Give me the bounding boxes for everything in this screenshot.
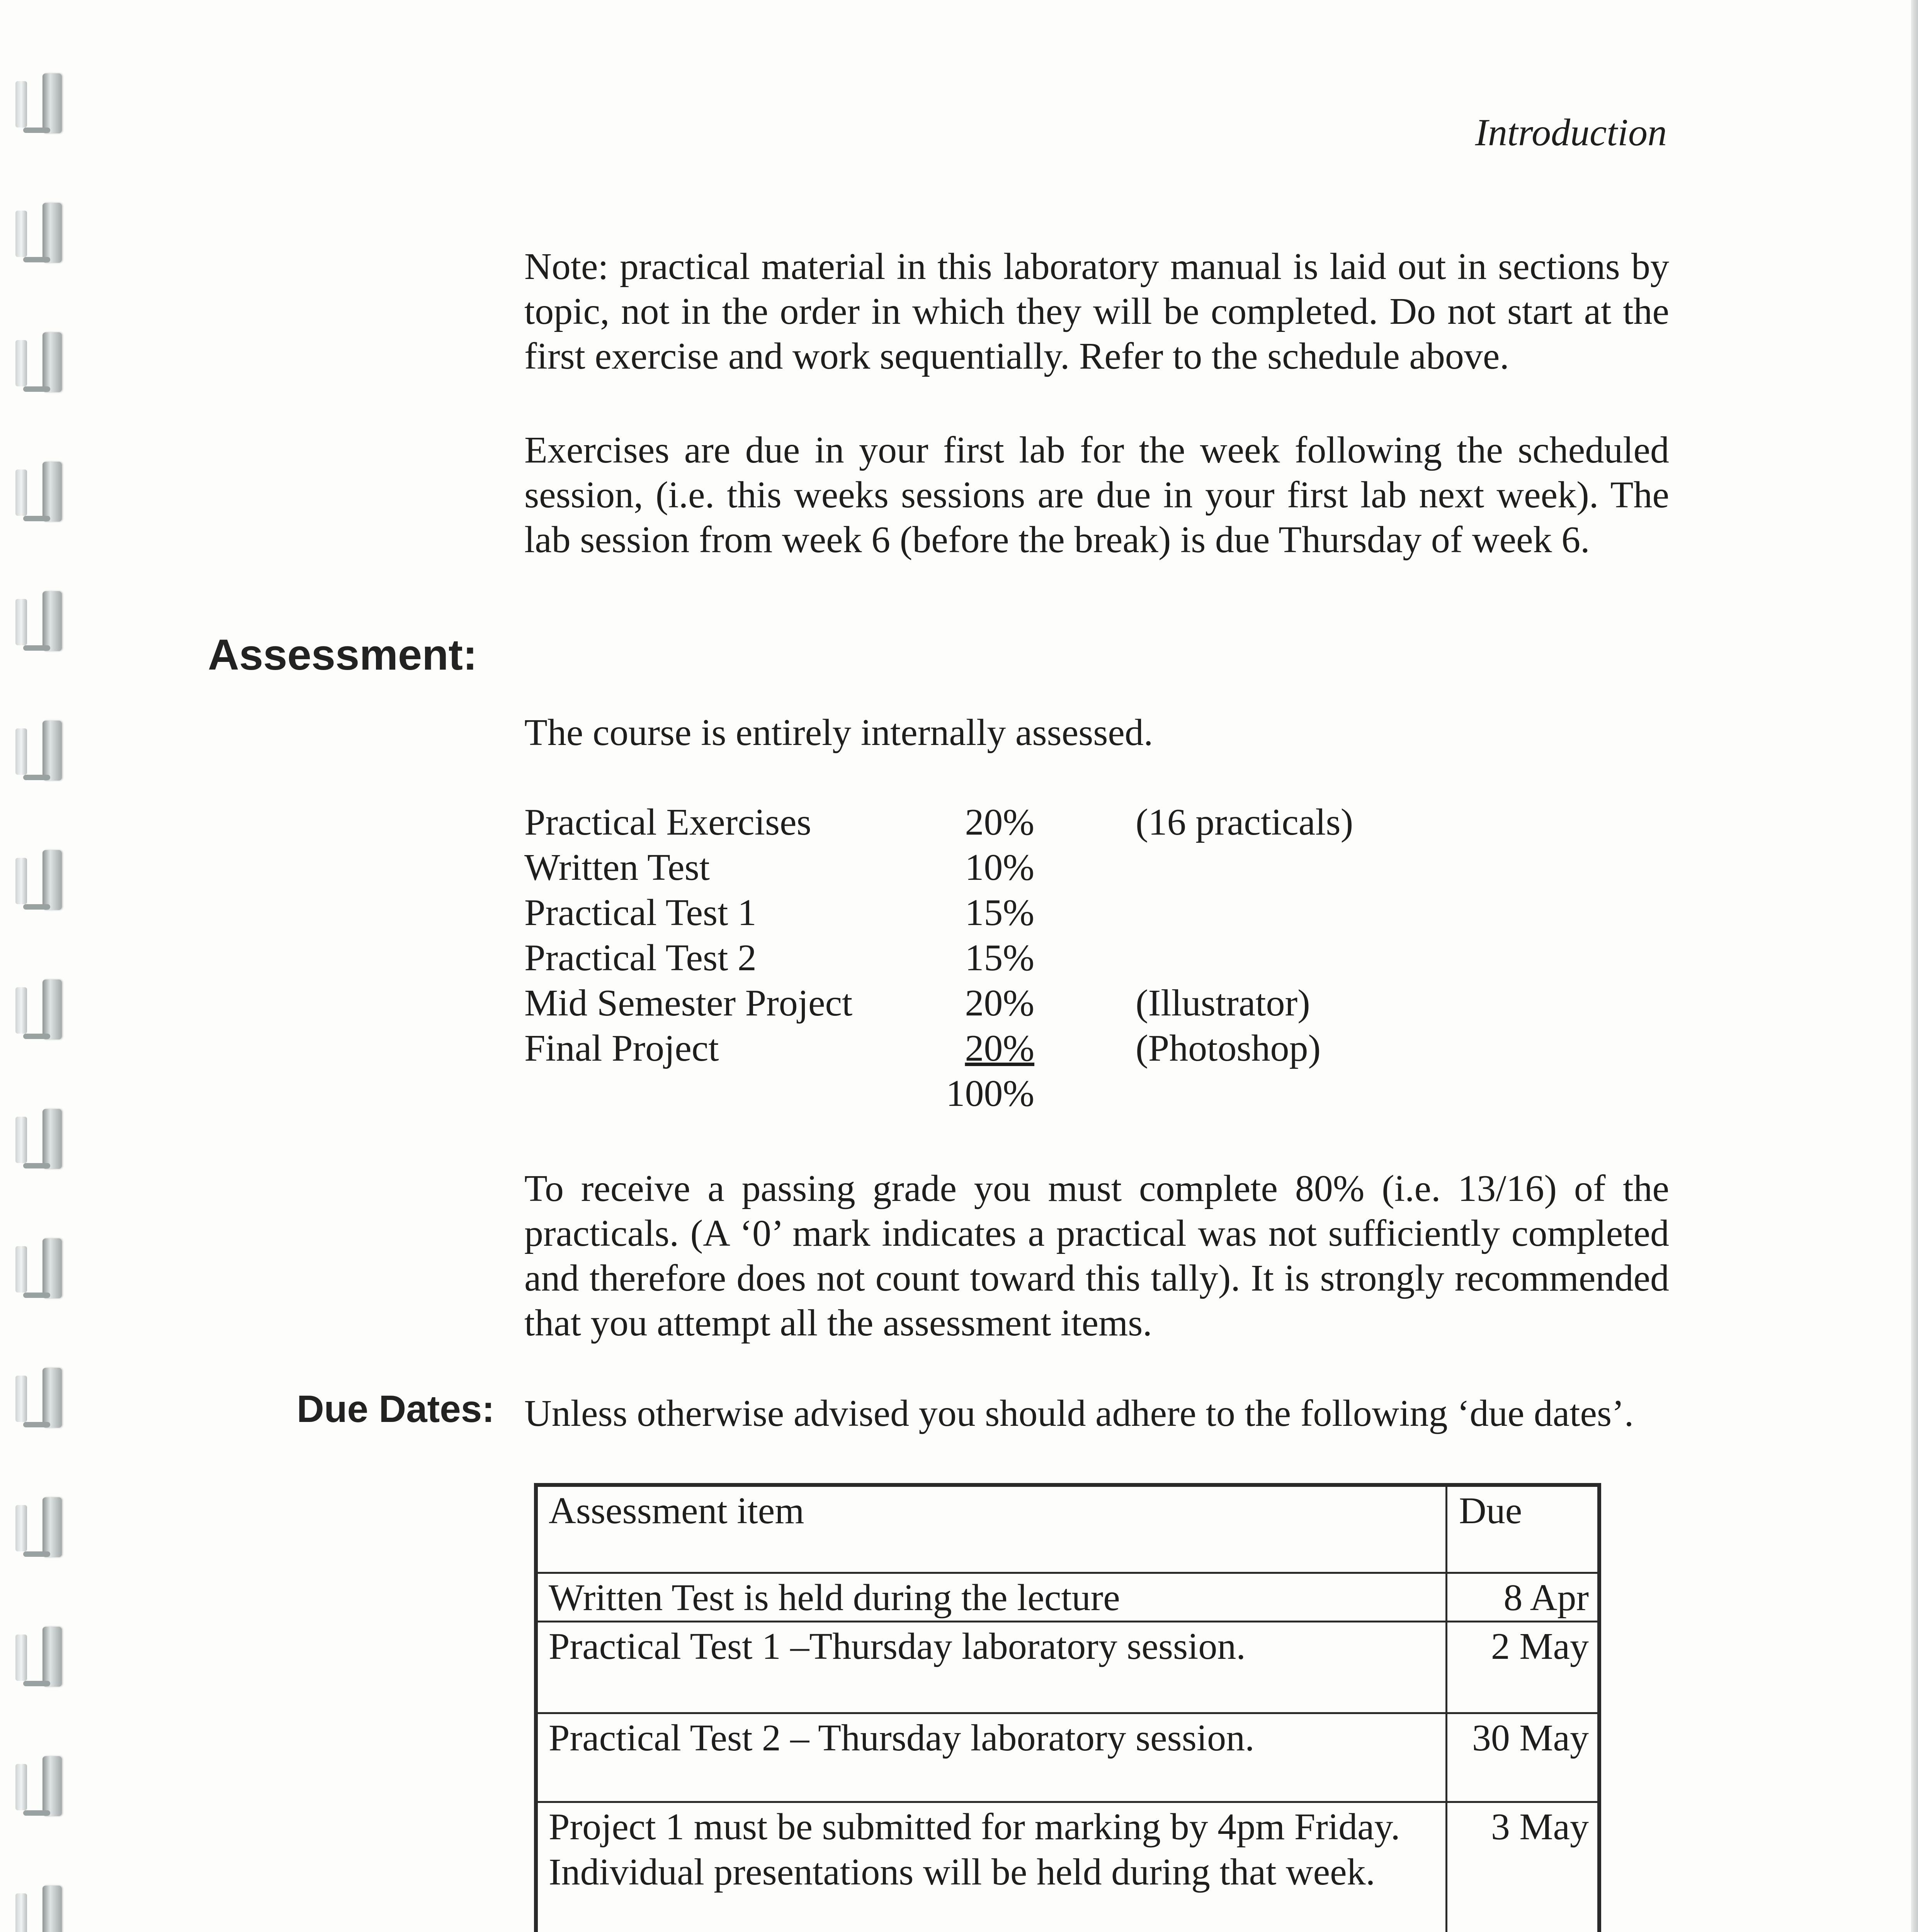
breakdown-item-note: (Illustrator) (1136, 982, 1310, 1024)
table-row (537, 1573, 1598, 1622)
assessment-item-cell: Practical Test 2 – Thursday laboratory session. (537, 1713, 1447, 1802)
breakdown-row (524, 981, 1452, 1026)
binding-ring (15, 846, 58, 916)
assessment-heading: Assessment: (208, 631, 478, 679)
breakdown-item-percent: 15% (965, 892, 1034, 934)
assessment-item-cell: Project 1 must be submitted for marking by 4pm Friday. Individual presentations will be held during that week. (537, 1802, 1447, 1932)
note-paragraph: Note: practical material in this laboratory manual is laid out in sections by topic, not in the order in which they will be completed. Do not start at the first exercise and work sequentially. Refer to the schedule above. (524, 246, 1669, 377)
table-row (537, 1622, 1598, 1713)
binding-ring (15, 458, 58, 527)
binding-ring (15, 1623, 58, 1692)
breakdown-item-note: (16 practicals) (1136, 801, 1353, 843)
binding-ring (15, 587, 58, 657)
assessment-item-cell: Written Test is held during the lecture (537, 1573, 1447, 1622)
binding-ring (15, 976, 58, 1045)
due-dates-table (534, 1483, 1601, 1932)
breakdown-item-name: Written Test (524, 847, 710, 888)
binding-ring (15, 1105, 58, 1175)
breakdown-item-percent: 15% (965, 937, 1034, 979)
table-row (537, 1713, 1598, 1802)
spiral-binding (0, 0, 77, 1932)
due-date-cell: 2 May (1447, 1622, 1598, 1713)
due-date-cell: 30 May (1447, 1713, 1598, 1802)
binding-ring (15, 1752, 58, 1822)
binding-ring (15, 199, 58, 269)
assessment-item-cell: Practical Test 1 –Thursday laboratory session. (537, 1622, 1447, 1713)
breakdown-item-name: Final Project (524, 1027, 719, 1069)
due-dates-heading: Due Dates: (297, 1388, 495, 1430)
column-header-item: Assessment item (537, 1486, 1447, 1573)
page-edge (1911, 0, 1918, 1932)
passing-grade-paragraph: To receive a passing grade you must complete 80% (i.e. 13/16) of the practicals. (A ‘0’ mark indicates a practical was not sufficiently completed and therefore does not count toward this tally). It is strongly recommended that you attempt all the assessment items. (524, 1168, 1669, 1344)
breakdown-row (524, 800, 1452, 845)
breakdown-total: 100% (946, 1073, 1034, 1114)
table-header-row (537, 1486, 1598, 1573)
binding-ring (15, 1235, 58, 1304)
breakdown-item-percent: 20% (965, 982, 1034, 1024)
due-rule-paragraph: Exercises are due in your first lab for the week following the scheduled session, (i.e. this weeks sessions are due in your first lab next week). The lab session from week 6 (before the break) is due Thursday of week 6. (524, 429, 1669, 561)
breakdown-row (524, 1026, 1452, 1071)
binding-ring (15, 328, 58, 398)
due-date-cell: 8 Apr (1447, 1573, 1598, 1622)
breakdown-item-percent: 10% (965, 847, 1034, 888)
breakdown-row (524, 935, 1452, 981)
binding-ring (15, 1364, 58, 1434)
due-dates-intro: Unless otherwise advised you should adhere to the following ‘due dates’. (524, 1393, 1634, 1434)
breakdown-row (524, 845, 1452, 890)
table-row (537, 1802, 1598, 1932)
column-header-due: Due (1447, 1486, 1598, 1573)
breakdown-item-name: Practical Test 1 (524, 892, 757, 934)
breakdown-item-name: Practical Test 2 (524, 937, 757, 979)
due-date-cell: 3 May (1447, 1802, 1598, 1932)
assessment-intro: The course is entirely internally assessed. (524, 712, 1153, 753)
breakdown-row (524, 890, 1452, 935)
assessment-breakdown (524, 800, 1452, 1116)
running-header: Introduction (1475, 111, 1667, 154)
breakdown-total-row (524, 1071, 1452, 1116)
breakdown-item-note: (Photoshop) (1136, 1027, 1321, 1069)
binding-ring (15, 1493, 58, 1563)
binding-ring (15, 70, 58, 139)
breakdown-item-name: Practical Exercises (524, 801, 811, 843)
breakdown-item-name: Mid Semester Project (524, 982, 853, 1024)
breakdown-item-percent: 20% (965, 801, 1034, 843)
binding-ring (15, 717, 58, 786)
binding-ring (15, 1882, 58, 1932)
breakdown-item-percent: 20% (965, 1027, 1034, 1069)
